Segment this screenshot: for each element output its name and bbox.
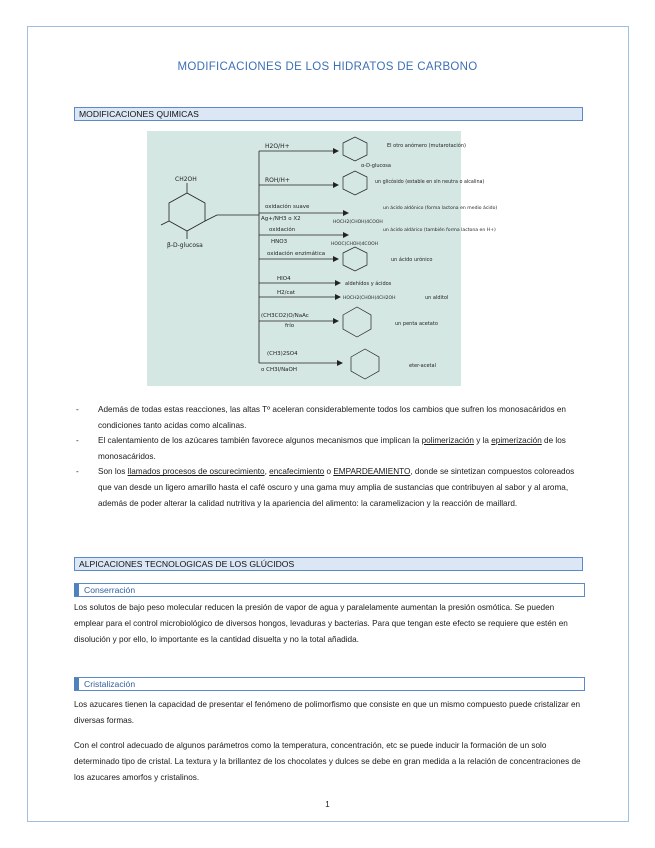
reaction-reagent: HIO4 (277, 276, 291, 282)
reaction-reagent: ROH/H+ (265, 177, 290, 184)
reaction-reagent: oxidación suave (265, 204, 310, 210)
bullet-text: , (264, 467, 270, 477)
reaction-product: aldehídos y ácidos (345, 281, 392, 287)
bullet-dash: - (76, 405, 79, 414)
reaction-product: El otro anómero (mutarotación) (387, 143, 466, 149)
reaction-row (259, 349, 436, 379)
bullet-text: o (324, 467, 334, 477)
reaction-product: eter-acetal (409, 363, 436, 369)
underlined-term: polimerización (421, 436, 474, 446)
underlined-term: llamados procesos de oscurecimiento (127, 467, 265, 477)
modificaciones-bullet-list (74, 402, 586, 511)
product-ring (343, 247, 367, 271)
bullet-text: y la (473, 436, 492, 446)
bullet-text: Además de todas estas reacciones, las altas Tº aceleran considerablemente todos los cambios que sufren los monosacáridos en condiciones tanto acidas como alcalinas. (98, 405, 566, 430)
reaction-row (259, 171, 484, 195)
page-number: 1 (325, 800, 330, 809)
reaction-reagent: H2O/H+ (265, 143, 290, 150)
section-heading-aplicaciones: ALPICACIONES TECNOLOGICAS DE LOS GLÚCIDOS (74, 557, 583, 571)
reaction-reagent: oxidación enzimática (267, 251, 326, 257)
reaction-formula: HOCH2(CHOH)4CH2OH (343, 296, 396, 301)
list-item (74, 402, 586, 433)
document-title: MODIFICACIONES DE LOS HIDRATOS DE CARBONO (177, 61, 478, 73)
reaction-product: un ácido aldárico (también forma lactona en H+) (383, 228, 496, 233)
reaction-product: un alditol (425, 295, 449, 301)
bullet-text: de los monosacáridos. (98, 436, 566, 461)
reaction-reagent: (CH3)2SO4 (267, 351, 298, 357)
reaction-product: un ácido urónico (391, 257, 433, 263)
product-ring (343, 137, 367, 161)
reaction-row (259, 247, 433, 271)
reaction-formula: HOCH2(CHOH)4COOH (333, 220, 383, 225)
reactions-diagram (147, 131, 498, 386)
reaction-product: un glicósido (estable en sln neutra o alcalina) (375, 180, 485, 185)
reaction-formula: HOOC(CHOH)4COOH (331, 242, 379, 247)
reaction-reagent: (CH3CO2)O/NaAc (261, 313, 309, 319)
product-ring (351, 349, 379, 379)
bullet-dash: - (76, 436, 79, 446)
section-heading-modificaciones: MODIFICACIONES QUIMICAS (74, 107, 583, 121)
bullet-text: El calentamiento de los azúcares también favorece algunos mecanismos que implican la (98, 436, 422, 446)
paragraph-cristalizacion-1: Los azucares tienen la capacidad de presentar el fenómeno de polimorfismo que consiste en que un mismo compuesto puede cristalizar en diversas formas. (74, 700, 581, 725)
reaction-product: un penta acetato (395, 321, 438, 327)
reaction-reagent-2: Ag+/NH3 o X2 (261, 216, 301, 222)
underlined-term: epimerización (491, 436, 542, 446)
reaction-product: un ácido aldónico (forma lactona en medio ácido) (383, 206, 498, 211)
reaction-row (259, 290, 448, 301)
bullet-text: , donde se sintetizan compuestos coloreados que van desde un ligero amarillo hasta el café oscuro y una gama muy amplia de sustancias que contribuyen al sabor y al aroma, además de poder alterar la calidad nutritiva y la apariencia del alimento: la caramelizacion y la reacción de maillard. (98, 467, 575, 508)
paragraph-cristalizacion-2: Con el control adecuado de algunos parámetros como la temperatura, concentración, etc se puede inducir la formación de un solo determinado tipo de cristal. La textura y la brillantez de los chocolates y dulces se debe en gran medida a la relación de concentraciones de los azucares amorfos y cristalinos. (74, 741, 581, 782)
reaction-reagent: oxidación (269, 227, 296, 233)
underlined-term: EMPARDEAMIENTO (333, 467, 411, 477)
reaction-reagent-2: o CH3I/NaOH (261, 367, 298, 373)
bullet-dash: - (76, 467, 79, 477)
source-formula: CH2OH (175, 176, 197, 183)
list-item (74, 433, 586, 464)
reactions-figure (147, 131, 498, 386)
reaction-row (259, 137, 466, 169)
paragraph-conservacion: Los solutos de bajo peso molecular reducen la presión de vapor de agua y paralelamente aumentan la presión osmótica. Se pueden emplear para el control microbiológico de diversos hongos, levaduras y bacterias. Para que tengan este efecto se requiere que estén en disolución y por ello, lo importante es la cantidad disuelta y no la total añadida. (74, 603, 568, 644)
source-label: β-D-glucosa (167, 242, 203, 249)
product-ring (343, 307, 371, 337)
reaction-row (259, 226, 496, 247)
subheading-cristalizacion: Cristalización (74, 677, 585, 691)
list-item (74, 464, 586, 511)
bullet-text: Son los (98, 467, 128, 477)
reaction-reagent-2: HNO3 (271, 239, 288, 245)
glucose-ring (169, 193, 205, 231)
product-ring (343, 171, 367, 195)
reaction-reagent: H2/cat (277, 290, 296, 296)
subheading-conservacion: Conserración (74, 583, 585, 597)
reaction-row (259, 307, 438, 337)
reaction-reagent-2: frío (285, 323, 295, 329)
reaction-row (259, 276, 392, 287)
reaction-product-2: α-D-glucosa (361, 163, 391, 169)
underlined-term: encafecimiento (269, 467, 325, 477)
